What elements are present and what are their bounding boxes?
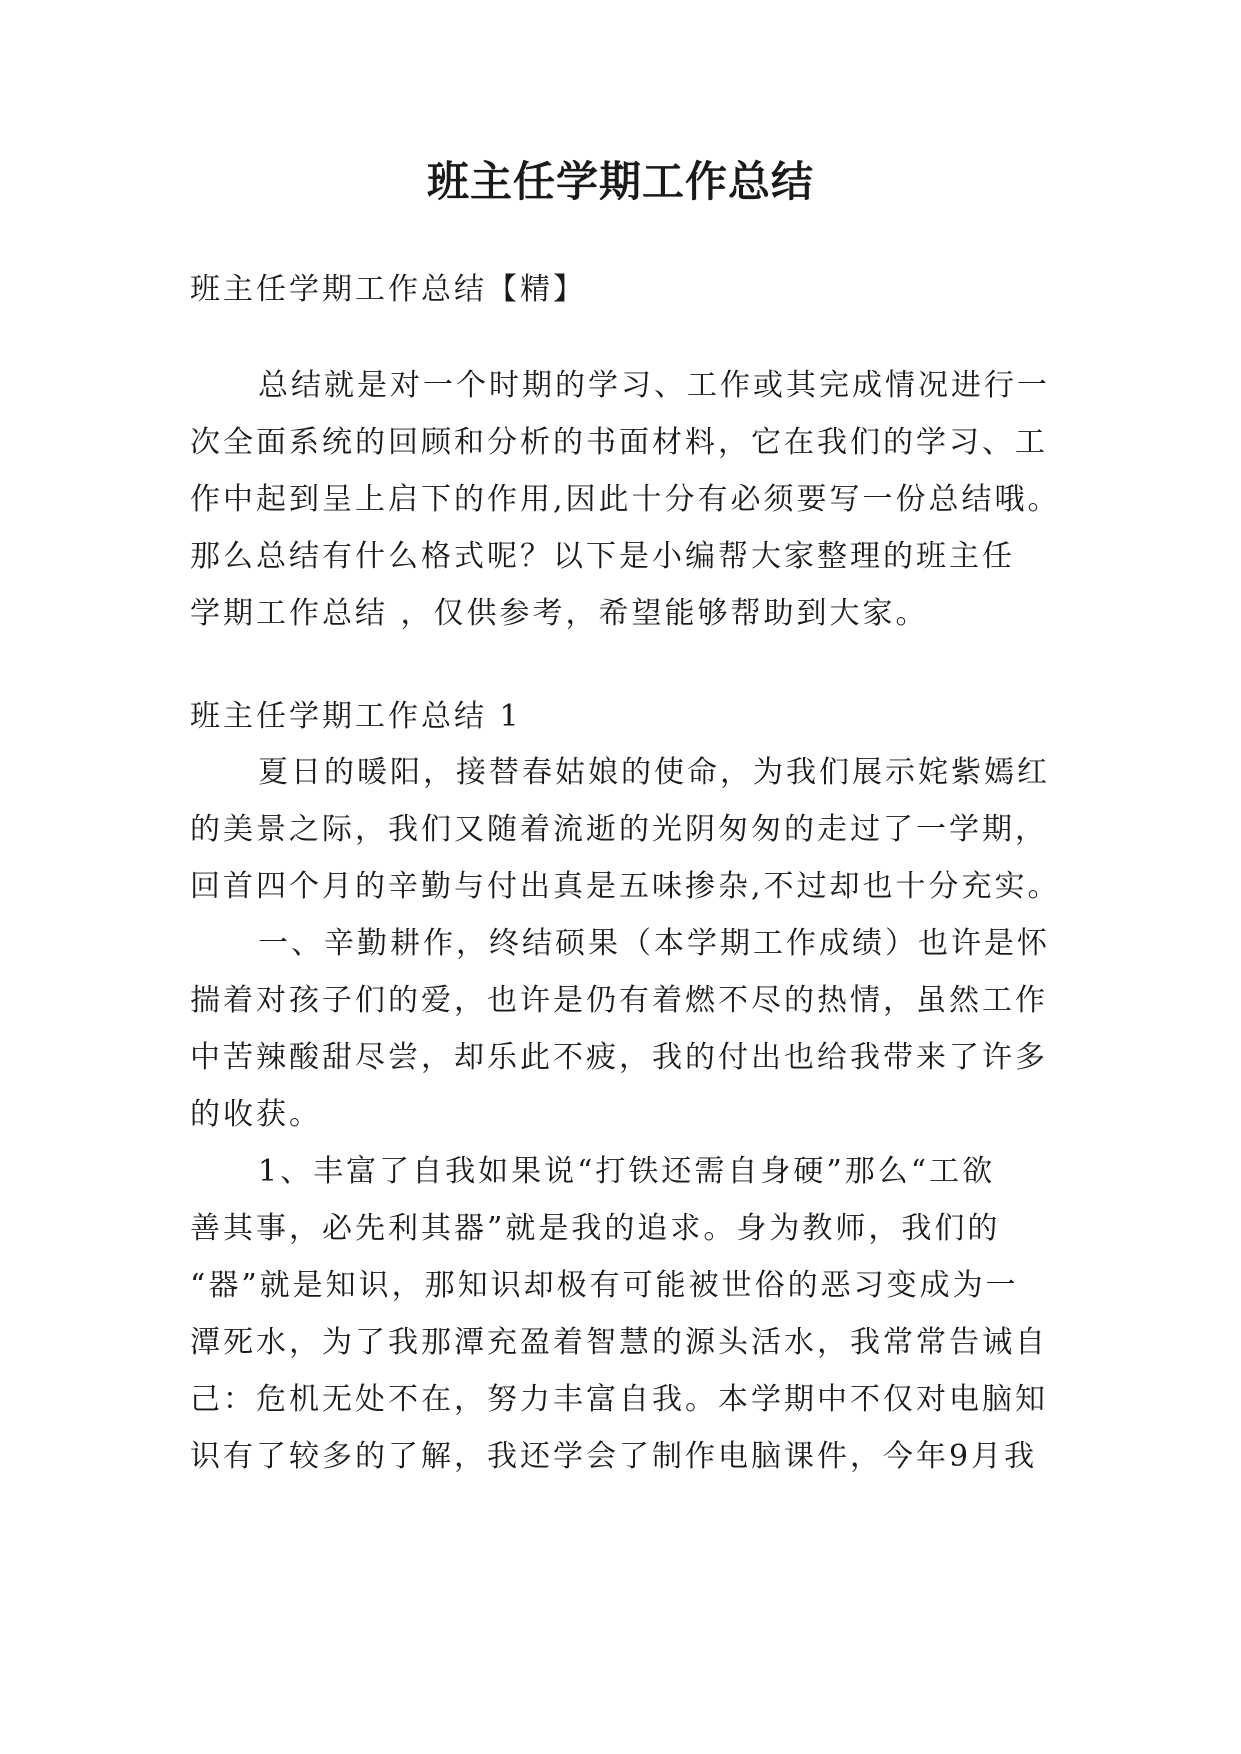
intro-line: 次全面系统的回顾和分析的书面材料，它在我们的学习、工: [190, 425, 1048, 460]
body-line: 潭死水，为了我那潭充盈着智慧的源头活水，我常常告诫自: [190, 1325, 1048, 1360]
section-heading: 班主任学期工作总结 1: [190, 699, 522, 734]
body-line: 揣着对孩子们的爱，也许是仍有着燃不尽的热情，虽然工作: [190, 983, 1048, 1018]
body-line: 回首四个月的辛勤与付出真是五味掺杂,不过却也十分充实。: [190, 869, 1061, 904]
body-line: 一、辛勤耕作，终结硕果（本学期工作成绩）也许是怀: [258, 926, 1050, 961]
intro-line: 学期工作总结 ，仅供参考，希望能够帮助到大家。: [190, 596, 929, 631]
intro-line: 作中起到呈上启下的作用,因此十分有必须要写一份总结哦。: [190, 482, 1061, 517]
body-line: 己：危机无处不在，努力丰富自我。本学期中不仅对电脑知: [190, 1382, 1048, 1417]
body-line: 中苦辣酸甜尽尝，却乐此不疲，我的付出也给我带来了许多: [190, 1040, 1048, 1075]
body-line: 识有了较多的了解，我还学会了制作电脑课件，今年9月我: [190, 1439, 1038, 1474]
document-subtitle: 班主任学期工作总结【精】: [190, 272, 586, 307]
body-line: 1、丰富了自我如果说“打铁还需自身硬”那么“工欲: [258, 1154, 996, 1189]
body-line: “器”就是知识，那知识却极有可能被世俗的恶习变成为一: [190, 1268, 1019, 1303]
intro-line: 那么总结有什么格式呢？以下是小编帮大家整理的班主任: [190, 539, 1015, 574]
body-line: 的美景之际，我们又随着流逝的光阴匆匆的走过了一学期，: [190, 812, 1048, 847]
intro-line: 总结就是对一个时期的学习、工作或其完成情况进行一: [258, 368, 1050, 403]
body-line: 夏日的暖阳，接替春姑娘的使命，为我们展示姹紫嫣红: [258, 755, 1050, 790]
body-line: 的收获。: [190, 1097, 322, 1132]
body-line: 善其事，必先利其器”就是我的追求。身为教师，我们的: [190, 1211, 1001, 1246]
document-title: 班主任学期工作总结: [426, 157, 814, 206]
